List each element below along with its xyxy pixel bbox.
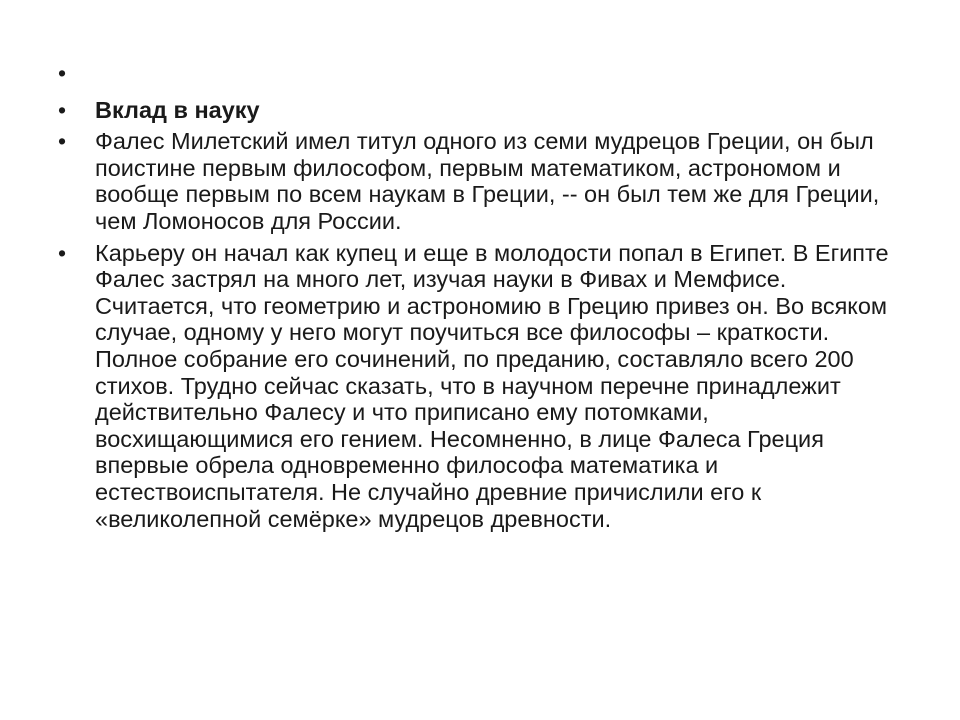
bullet-list — [58, 60, 908, 537]
bullet-dot-icon: • — [58, 239, 67, 266]
bullet-dot-icon: • — [58, 60, 67, 86]
bullet-dot-icon: • — [58, 96, 67, 123]
section-heading: Вклад в науку — [95, 96, 260, 123]
bullet-item-empty — [58, 60, 908, 87]
bullet-text — [95, 60, 908, 87]
bullet-item-heading — [58, 97, 908, 124]
paragraph-text: Фалес Милетский имел титул одного из семи мудрецов Греции, он был поистине первым философом, первым математиком, астрономом и вообще первым по всем наукам в Греции, -- он был тем же для Греции, чем Ломоносов для России. — [95, 128, 880, 234]
bullet-dot-icon: • — [58, 128, 67, 155]
bullet-item-paragraph — [58, 240, 908, 533]
bullet-item-paragraph — [58, 128, 908, 234]
paragraph-text: Карьеру он начал как купец и еще в молодости попал в Египет. В Египте Фалес застрял на много лет, изучая науки в Фивах и Мемфисе. Считается, что геометрию и астрономию в Грецию привез он. Во всяком случае, одному у него могут поучиться все философы – краткости. Полное собрание его сочинений, по преданию, составляло всего 200 стихов. Трудно сейчас сказать, что в научном перечне принадлежит действительно Фалесу и что приписано ему потомками, восхищающимися его гением. Несомненно, в лице Фалеса Греция впервые обрела одновременно философа математика и естествоиспытателя. Не случайно древние причислили его к «великолепной семёрке» мудрецов древности. — [95, 239, 889, 532]
